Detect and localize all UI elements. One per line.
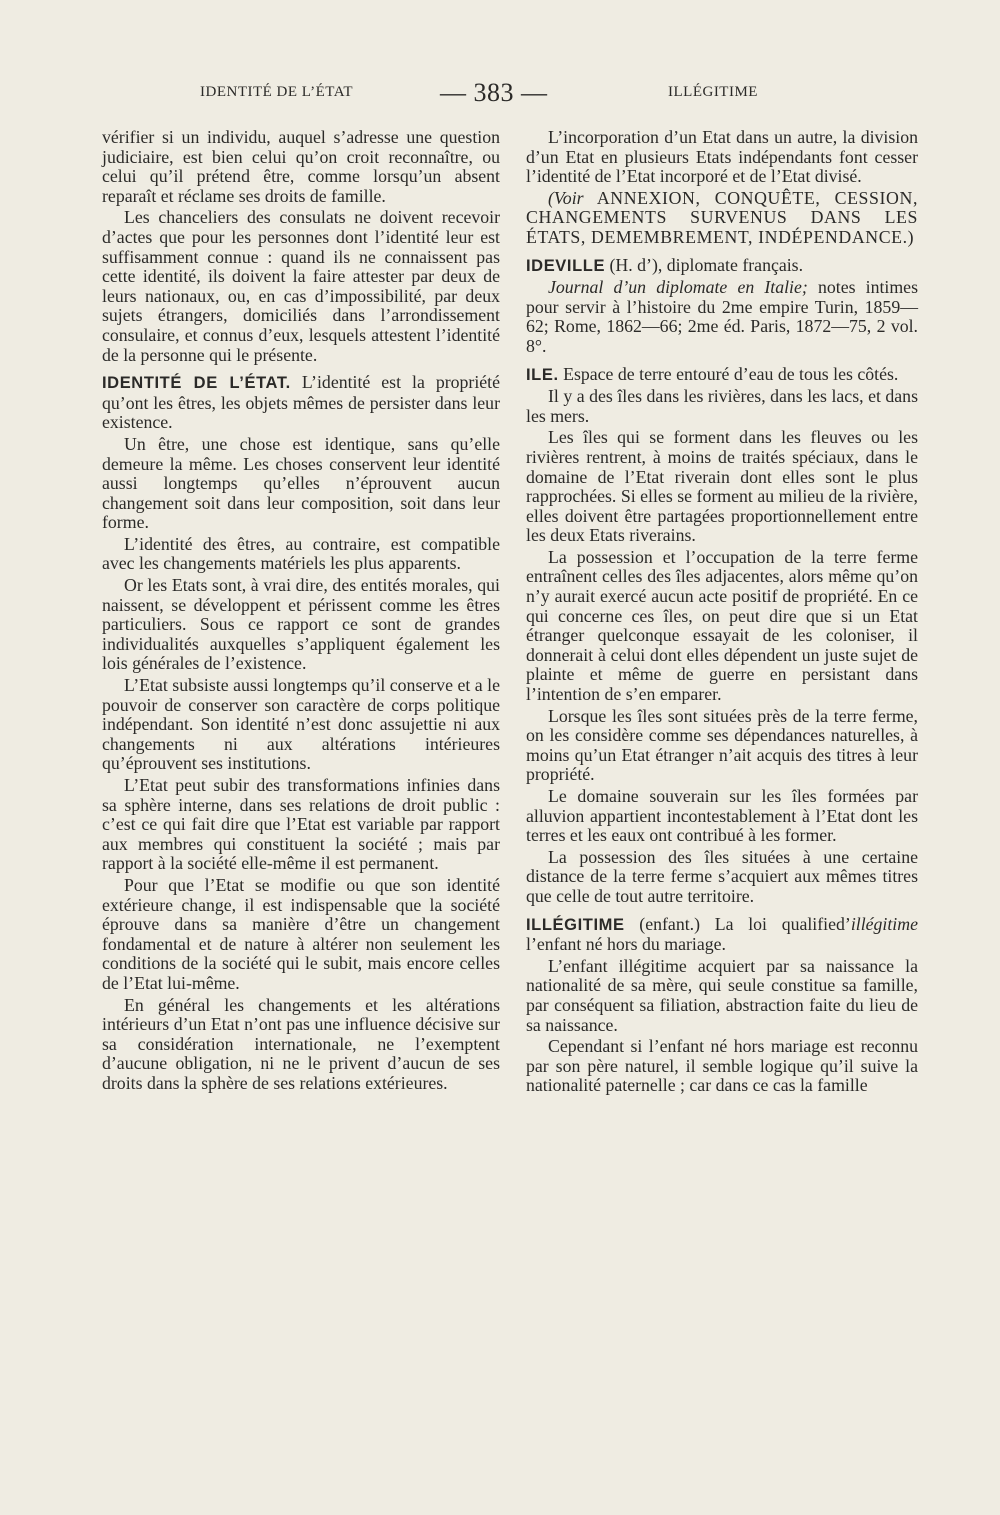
paragraph: L’Etat subsiste aussi longtemps qu’il conserve et a le pouvoir de conserver son caractère de corps politique indépendant. Son identité n’est donc assujettie ni aux changements ni aux altérations intérieures qu’éprouvent ses institutions. — [102, 675, 500, 774]
header-left-title: IDENTITÉ DE L’ÉTAT — [200, 84, 354, 100]
entry-ile — [526, 365, 918, 386]
right-column — [526, 128, 918, 1098]
entry-text: L’identité est la propriété qu’ont les êtres, les objets mêmes de persister dans leur existence. — [102, 372, 500, 433]
running-header — [200, 78, 800, 108]
paragraph: Le domaine souverain sur les îles formées par alluvion appartient incontestablement à l’Etat dont les terres et les eaux ont contribué à les former. — [526, 786, 918, 846]
paragraph: Il y a des îles dans les rivières, dans les lacs, et dans les mers. — [526, 386, 918, 426]
entry-text: (enfant.) La loi qualifie — [624, 913, 837, 934]
paragraph: L’Etat peut subir des transformations infinies dans sa sphère interne, dans ses relations de droit public : c’est ce qui fait dire que l’Etat est variable par rapport aux membres qui constituent la société ; mais par rapport à la société elle-même il est permanent. — [102, 775, 500, 874]
cross-reference — [526, 189, 918, 248]
voir-label: (Voir — [548, 187, 584, 208]
paragraph: Or les Etats sont, à vrai dire, des entités morales, qui naissent, se développent et périssent comme les êtres particuliers. Sous ce rapport ce sont de grandes individualités auxquelles s’appliquent également les lois générales de l’existence. — [102, 575, 500, 674]
entry-ideville — [526, 256, 918, 277]
paragraph: Lorsque les îles sont situées près de la terre ferme, on les considère comme ses dépendances naturelles, à moins qu’un Etat étranger n’ait acquis des titres à leur propriété. — [526, 705, 918, 785]
paragraph: L’identité des êtres, au contraire, est compatible avec les changements matériels les plus apparents. — [102, 533, 500, 574]
paragraph: La possession et l’occupation de la terre ferme entraînent celles des îles adjacentes, alors même qu’on n’y aurait exercé aucun acte positif de propriété. En ce qui concerne ces îles, on peut dire que si un Etat étranger quelconque essayait de les coloniser, il donnerait à celui dont elles dépendent un juste sujet de plainte et même de guerre en persistant dans l’intention de s’en emparer. — [526, 546, 918, 705]
entry-headword: IDENTITÉ DE L’ÉTAT. — [102, 374, 291, 393]
paragraph: Un être, une chose est identique, sans qu’elle demeure la même. Les choses conservent leur identité aussi longtemps qu’elles n’éprouvent aucun changement soit dans leur composition, soit dans leur forme. — [102, 433, 500, 533]
bibliography — [526, 278, 918, 356]
header-right-title: ILLÉGITIME — [668, 84, 758, 100]
page-number: — 383 — — [440, 78, 548, 107]
paragraph: Les chanceliers des consulats ne doivent recevoir d’actes que pour les personnes dont l’identité leur est suffisamment connue : quand ils ne connaissent pas cette identité, ils doivent la faire attester par deux de leurs nationaux, ou, en cas d’impossibilité, par deux sujets étrangers, domiciliés dans l’arrondissement consulaire, et connus d’eux, lesquels attestent l’identité de la personne qui le présente. — [102, 207, 500, 365]
paragraph: Pour que l’Etat se modifie ou que son identité extérieure change, il est indispensable que la société éprouve dans sa manière d’être un changement fondamental et de nature à altérer non seulement les conditions de la société qui le subit, mais encore celles de l’Etat lui-même. — [102, 874, 500, 993]
paragraph: La possession des îles situées à une certaine distance de la terre ferme s’acquiert aux mêmes titres que celle de tout autre territoire. — [526, 846, 918, 906]
entry-illegitime — [526, 915, 918, 955]
entry-italic-term: illégitime — [850, 913, 918, 934]
entry-text: (H. d’), diplomate français. — [605, 254, 804, 275]
bibliography-text: notes intimes pour servir à l’histoire du 2me empire Turin, 1859—62; Rome, 1862—66; 2me éd. Paris, 1872—75, 2 vol. 8°. — [526, 277, 918, 356]
entry-headword: ILLÉGITIME — [526, 915, 625, 934]
cross-reference-text: ANNEXION, CONQUÊTE, CESSION, CHANGEMENTS SURVENUS DANS LES ÉTATS, DEMEMBREMENT, INDÉPENDANCE.) — [526, 187, 918, 247]
entry-headword: ILE. — [526, 365, 559, 384]
paragraph: vérifier si un individu, auquel s’adresse une question judiciaire, est bien celui qu’on croit reconnaître, ou celui qu’il prétend être, comme lorsqu’un absent reparaît et réclame ses droits de famille. — [102, 127, 500, 206]
paragraph: Cependant si l’enfant né hors mariage est reconnu par son père naturel, il semble logique qu’il suive la nationalité paternelle ; car dans ce cas la famille — [526, 1036, 918, 1096]
paragraph: Les îles qui se forment dans les fleuves ou les rivières rentrent, à moins de traités spéciaux, dans le domaine de l’Etat riverain dont elles sont le plus rapprochées. Si elles se forment au milieu de la rivière, elles doivent être partagées proportionnellement entre les deux Etats riverains. — [526, 427, 918, 546]
left-column — [102, 128, 500, 1096]
paragraph: L’enfant illégitime acquiert par sa naissance la nationalité de sa mère, qui seule constitue sa famille, par conséquent sa filiation, abstraction faite du lieu de sa naissance. — [526, 955, 918, 1035]
entry-identite-de-l-etat — [102, 373, 500, 433]
entry-text-rest: l’enfant né hors du mariage. — [526, 934, 726, 955]
book-title: Journal d’un diplomate en Italie; — [548, 277, 808, 298]
entry-headword: IDEVILLE — [526, 256, 606, 275]
entry-text: Espace de terre entouré d’eau de tous les côtés. — [558, 363, 899, 384]
paragraph: En général les changements et les altérations intérieurs d’un Etat n’ont pas une influence décisive sur sa considération internationale, ne l’exemptent d’aucune obligation, ni ne le privent d’aucun de ses droits dans la sphère de ses relations extérieures. — [102, 994, 500, 1093]
entry-text-prefix: d’ — [836, 913, 851, 934]
paragraph: L’incorporation d’un Etat dans un autre, la division d’un Etat en plusieurs Etats indépendants font cesser l’identité de l’Etat incorporé et de l’Etat divisé. — [526, 127, 918, 187]
